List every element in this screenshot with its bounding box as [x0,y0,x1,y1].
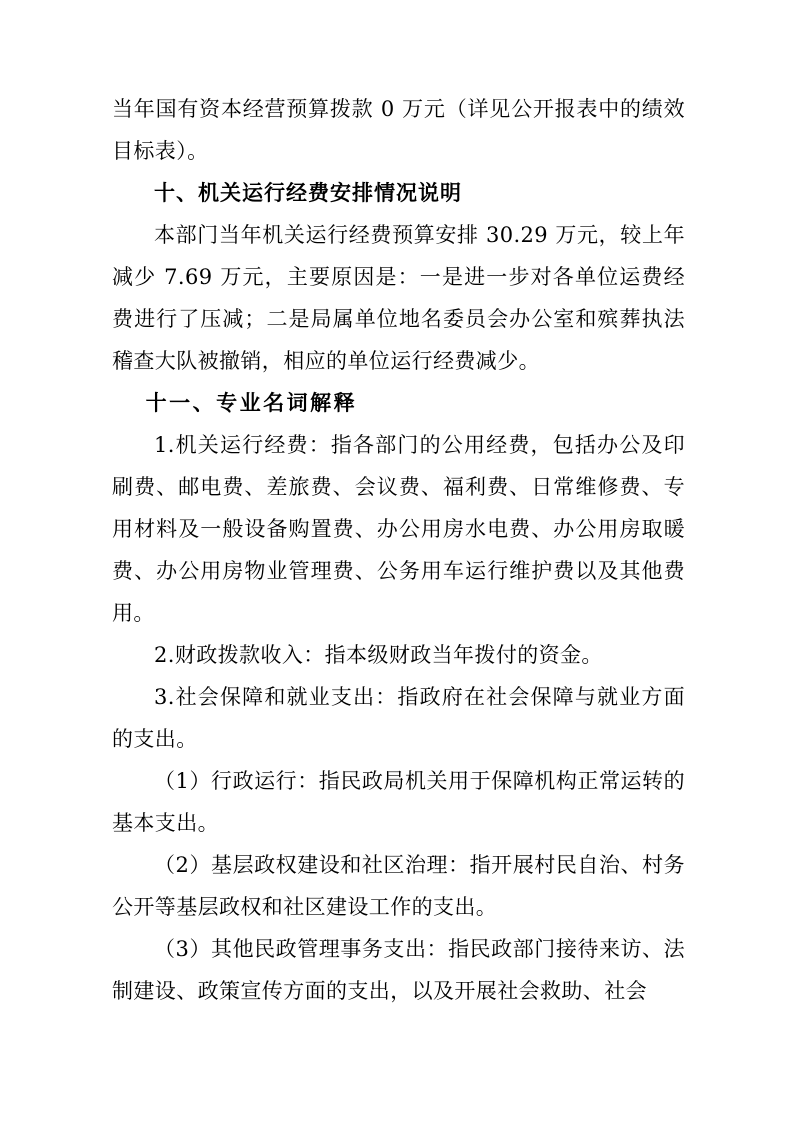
term-item-1: 1.机关运行经费：指各部门的公用经费，包括办公及印刷费、邮电费、差旅费、会议费、福利费、日常维修费、专用材料及一般设备购置费、办公用房水电费、办公用房取暖费、办公用房物业管理费、公务用车运行维护费以及其他费用。 [112,433,685,625]
term-item-2: 2.财政拨款收入：指本级财政当年拨付的资金。 [154,643,603,667]
document-body [112,88,685,1012]
term-item-3: 3.社会保障和就业支出：指政府在社会保障与就业方面的支出。 [112,685,685,751]
term-item-3-sub-1: （1）行政运行：指民政局机关用于保障机构正常运转的基本支出。 [112,769,685,835]
term-item-3-sub-3: （3）其他民政管理事务支出：指民政部门接待来访、法制建设、政策宣传方面的支出，以及开展社会救助、社会 [112,937,685,1003]
continuation-paragraph: 当年国有资本经营预算拨款 0 万元（详见公开报表中的绩效目标表）。 [112,97,685,163]
paragraph-operating-expenses: 本部门当年机关运行经费预算安排 30.29 万元，较上年减少 7.69 万元，主要原因是：一是进一步对各单位运费经费进行了压减；二是局属单位地名委员会办公室和殡葬执法稽查大队被撤销，相应的单位运行经费减少。 [112,223,685,373]
section-heading-eleven: 十一、专业名词解释 [145,390,358,415]
section-heading-ten: 十、机关运行经费安排情况说明 [154,180,462,205]
term-item-3-sub-2: （2）基层政权建设和社区治理：指开展村民自治、村务公开等基层政权和社区建设工作的支出。 [112,853,685,919]
